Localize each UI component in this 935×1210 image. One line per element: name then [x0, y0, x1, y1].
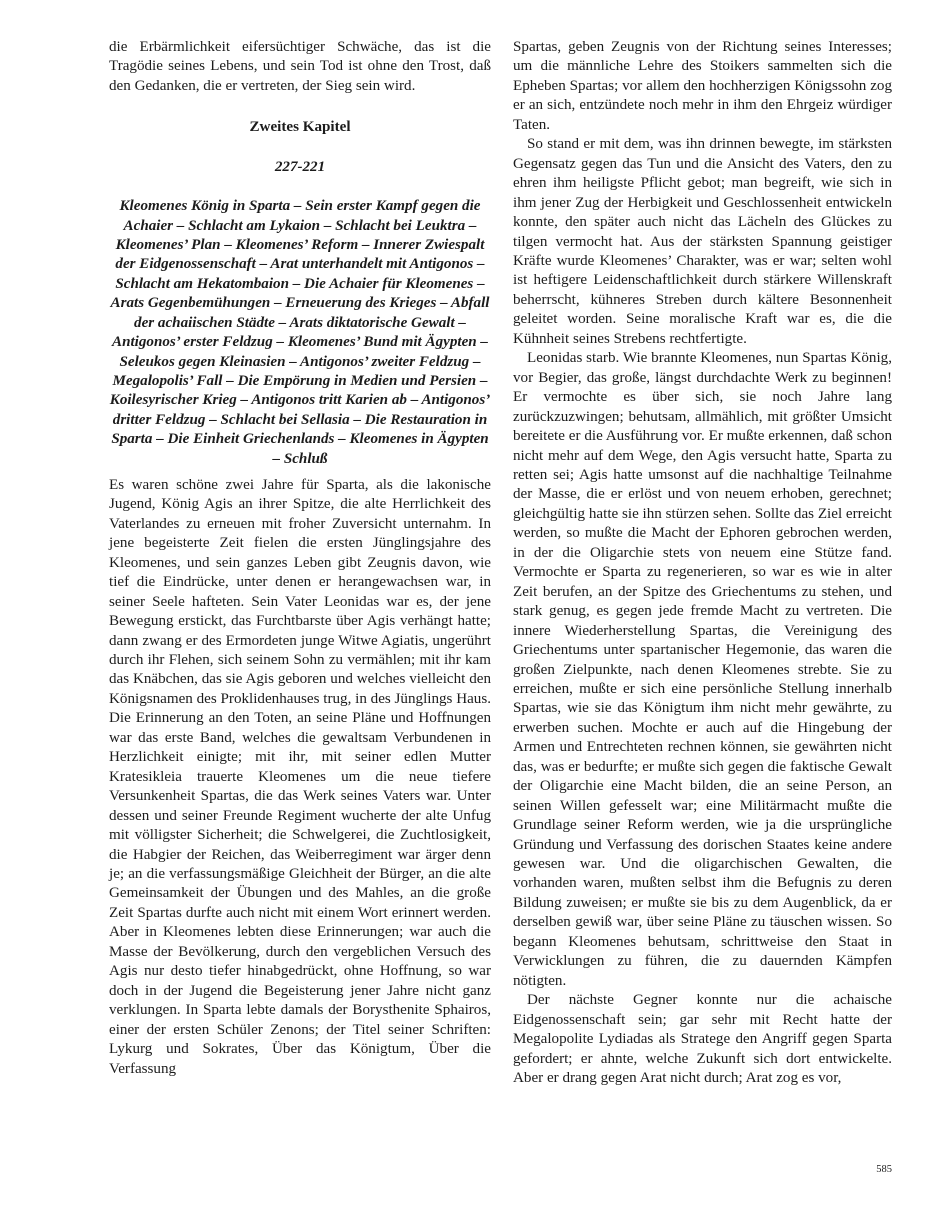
- body-paragraph-2: So stand er mit dem, was ihn drinnen bewegte, im stärksten Gegensatz gegen das Tun und die Ansicht des Vaters, den zu ehren ihm heiligste Pflicht gebot; man begreift, wie sich in ihm jener Zug der Herbigkeit und Geschlossenheit entwickeln konnte, den später auch nicht das Lächeln des Glückes zu tilgen vermocht hat. Aus der stärksten Spannung geistiger Kräfte wurde Kleomenes’ Charakter, was er war; selten wohl ist heftigere Leidenschaftlichkeit durch stärkere Willenskraft beherrscht, kühneres Streben durch kältere Besonnenheit geleitet worden. Seine moralische Kraft war es, die die Kühnheit seines Strebens rechtfertigte.: [513, 136, 892, 347]
- body-paragraph-1-continued: Spartas, geben Zeugnis von der Richtung seines Interesses; um die männliche Lehre des Stoikers sammelten sich die Epheben Spartas; vor allem den hochherzigen Königssohn zog er an sich, entzündete noch mehr in ihm den Ehrgeiz würdiger Taten.: [513, 39, 892, 133]
- body-paragraph-1: Es waren schöne zwei Jahre für Sparta, als die lakonische Jugend, König Agis an ihrer Spitze, die alte Herrlichkeit des Vaterlandes zu erneuen mit froher Zuversicht unternahm. In jene begeisterte Zeit fielen die ersten Jünglingsjahre des Kleomenes, und sein ganzes Leben gibt Zeugnis davon, wie tief die Eindrücke, unter denen er herangewachsen war, in seiner Seele hafteten. Sein Vater Leonidas war es, der jene Bewegung erstickt, das Furchtbarste über Agis verhängt hatte; dann zwang er des Ermordeten junge Witwe Agiatis, ungerührt durch ihr Flehen, sich seinem Sohn zu vermählen; mit ihr kam das Knäbchen, das sie Agis geboren und welches vielleicht den Königsnamen des Proklidenhauses trug, in des Jünglings Haus. Die Erinnerung an den Toten, an seine Pläne und Hoffnungen war das erste Band, welches die gewaltsam Verbundenen in Herzlichkeit einigte; mit ihr, mit seiner edlen Mutter Kratesikleia trauerte Kleomenes um die neue tiefere Versunkenheit Spartas, die das Werk seines Vaters war. Unter dessen und seiner Freunde Regiment wucherte der alte Unfug mit völligster Sicherheit; die Schwelgerei, die Zuchtlosigkeit, die Habgier der Reichen, das Weiberregiment war ärger denn je; an die verfassungsmäßige Gleichheit der Bürger, an die alte Gemeinsamkeit der Übungen und des Mahles, an die große Zeit Spartas durfte auch nicht mit einem Wort erinnert werden. Aber in Kleomenes lebten diese Erinnerungen; war auch die Masse der Bevölkerung, durch den vergeblichen Versuch des Agis nur desto tiefer hinabgedrückt, ohne Hoffnung, so war doch in der Jugend die Begeisterung jener Jahre nicht ganz verklungen. In Sparta lebte damals der Borysthenite Sphairos, einer der ersten Schüler Zenons; der Titel seiner Schriften: Lykurg und Sokrates, Über das Königtum, Über die Verfassung: [109, 476, 491, 1077]
- body-paragraph-4: Der nächste Gegner konnte nur die achaische Eidgenossenschaft sein; gar sehr mit Recht hatte der Megalopolite Lydiadas als Stratege den Angriff gegen Sparta gefordert; er ahnte, welche Zukunft sich dort entwickelte. Aber er drang gegen Arat nicht durch; Arat zog es vor,: [513, 992, 892, 1087]
- right-column: [513, 38, 892, 1088]
- body-paragraph-3: Leonidas starb. Wie brannte Kleomenes, nun Spartas König, vor Begier, das große, längst durchdachte Werk zu beginnen! Er vermochte es über sich, sie noch Jahre lang zurückzuzwingen; behutsam, allmählich, mit größter Umsicht bereitete er die Ausführung vor. Er mußte erkennen, daß schon nicht mehr auf dem Wege, den Agis versucht hatte, Sparta zu retten sei; Agis hatte umsonst auf die nachhaltige Teilnahme der Masse, die er erlöst und von neuem erhoben, gerechnet; gleichgültig hatte sie ihn stürzen sehen. Sollte das Ziel erreicht werden, so mußte die Macht der Ephoren gebrochen werden, in der die Oligarchie stets von neuem eine Stütze fand. Vermochte er Sparta zu regenerieren, so war es wie in alter Zeit berufen, an der Spitze des Griechentums zu stehen, und stark genug, es gegen jede fremde Macht zu vertreten. Die innere Wiederherstellung Spartas, die Vereinigung des Griechentums unter spartanischer Hegemonie, das waren die großen Zielpunkte, nach denen Kleomenes strebte. Sie zu erreichen, mußte er sich eine persönliche Stellung innerhalb Spartas, wie sie das Königtum ihm nicht mehr gewährte, zu erwerben suchen. Mochte er auch auf die Hingebung der Armen und Entrechteten rechnen können, sie gewährten nicht das, was er bedurfte; er mußte sich gegen die faktische Gewalt der Oligarchie eine Macht bilden, die an seine Person, an seinen Willen gefesselt war; eine Militärmacht mußte die Grundlage seiner Reform werden, wie ja die ursprüngliche Gründung und Verfassung des dorischen Staates keine andere gewesen war. Und die oligarchischen Gewalten, die vorhanden waren, mußten selbst ihm die Befugnis zu deren Bildung zuweisen; er mußte sie bis zu dem Augenblick, da er derselben gewiß war, über seine Pläne zu täuschen wissen. So begann Kleomenes behutsam, schrittweise den Staat in Verwicklungen zu führen, die zu dauernden Kämpfen nötigten.: [513, 350, 892, 989]
- chapter-summary: Kleomenes König in Sparta – Sein erster Kampf gegen die Achaier – Schlacht am Lykaion – Schlacht bei Leuktra – Kleomenes’ Plan – Kleomenes’ Reform – Innerer Zwiespalt der Eidgenossenschaft – Arat unterhandelt mit Antigonos – Schlacht am Hekatombaion – Die Achaier für Kleomenes – Arats Gegenbemühungen – Erneuerung des Krieges – Abfall der achaiischen Städte – Arats diktatorische Gewalt – Antigonos’ erster Feldzug – Kleomenes’ Bund mit Ägypten – Seleukos gegen Kleinasien – Antigonos’ zweiter Feldzug – Megalopolis’ Fall – Die Empörung in Medien und Persien – Koilesyrischer Krieg – Antigonos tritt Karien ab – Antigonos’ dritter Feldzug – Schlacht bei Sellasia – Die Restauration in Sparta – Die Einheit Griechenlands – Kleomenes in Ägypten – Schluß: [109, 198, 491, 467]
- page-number: 585: [876, 1164, 892, 1175]
- continuation-paragraph: die Erbärmlichkeit eifersüchtiger Schwäche, das ist die Tragödie seines Lebens, und sein Tod ist ohne den Trost, daß den Gedanken, die er vertreten, der Sieg sein wird.: [109, 39, 491, 94]
- chapter-title: Zweites Kapitel: [249, 119, 351, 136]
- chapter-years: 227-221: [274, 158, 326, 175]
- left-column: [109, 38, 491, 1079]
